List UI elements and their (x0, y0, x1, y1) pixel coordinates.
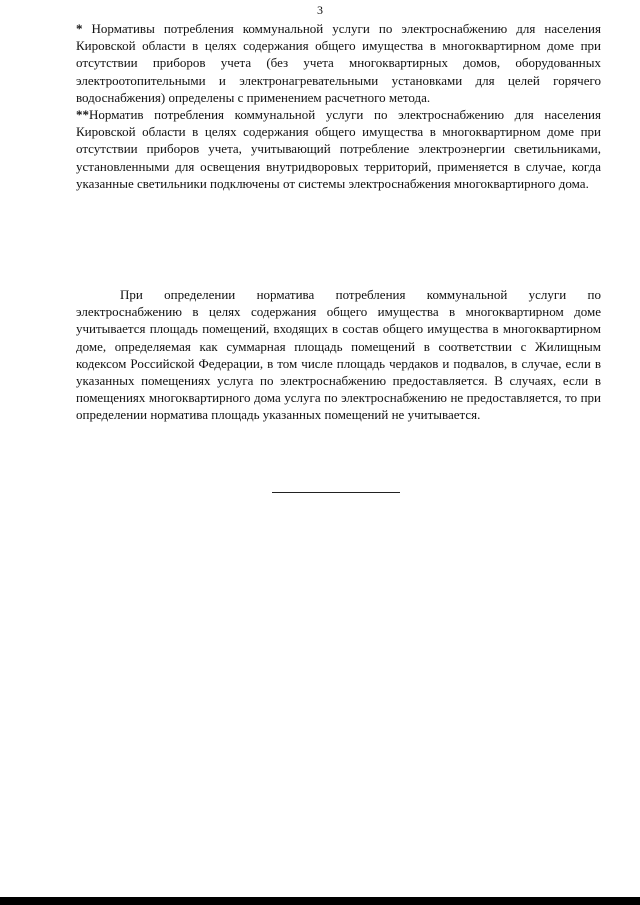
footnote-double-asterisk (76, 106, 601, 192)
page-number: 3 (317, 3, 323, 17)
closing-divider-line (272, 492, 400, 493)
footnote-marker: * (76, 21, 83, 36)
footnotes-block (76, 20, 601, 192)
main-paragraph: При определении норматива потребления коммунальной услуги по электроснабжению в целях содержания общего имущества в многоквартирном доме учитывается площадь помещений, входящих в состав общего имущества в многоквартирном доме, определяемая как суммарная площадь помещений в соответствии с Жилищным кодексом Российской Федерации, в том числе площадь чердаков и подвалов, в случае, если в указанных помещениях услуга по электроснабжению предоставляется. В случаях, если в помещениях многоквартирного дома услуга по электроснабжению не предоставляется, то при определении норматива площадь указанных помещений не учитывается. (76, 287, 601, 423)
scan-bottom-border (0, 897, 640, 905)
footnote-single-asterisk (76, 20, 601, 106)
footnote-text: Норматив потребления коммунальной услуги по электроснабжению для населения Кировской области в целях содержания общего имущества в многоквартирном доме при отсутствии приборов учета, учитывающий потребление электроэнергии светильниками, установленными для освещения внутридворовых территорий, применяется в случае, когда указанные светильники подключены от системы электроснабжения многоквартирного дома. (76, 107, 601, 191)
footnote-text: Нормативы потребления коммунальной услуги по электроснабжению для населения Кировской области в целях содержания общего имущества в многоквартирном доме при отсутствии приборов учета (без учета многоквартирных домов, оборудованных электроотопительными и электронагревательными установками для целей горячего водоснабжения) определены с применением расчетного метода. (76, 21, 601, 105)
footnote-marker: ** (76, 107, 89, 123)
